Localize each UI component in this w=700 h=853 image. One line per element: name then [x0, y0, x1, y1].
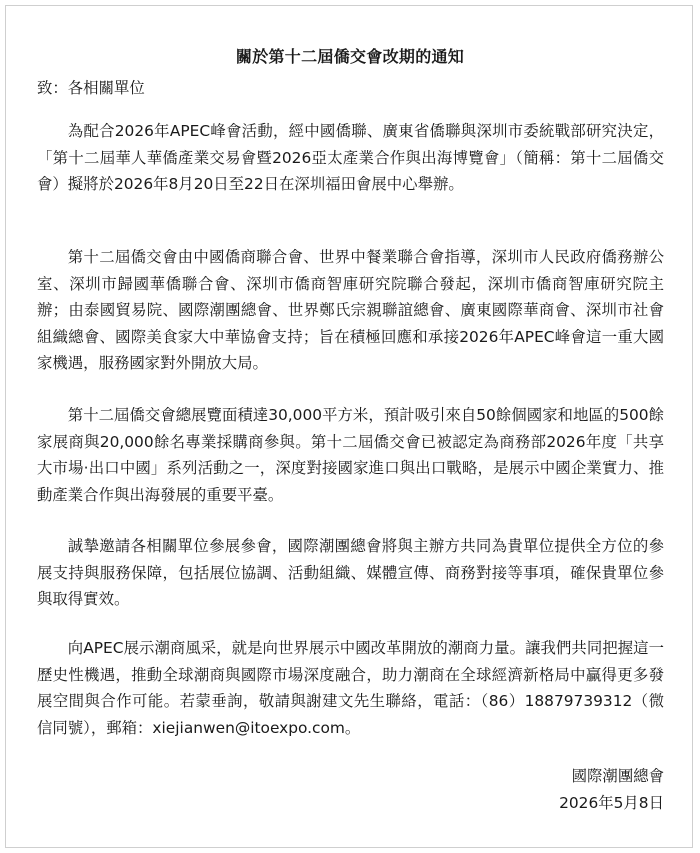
- salutation: 致：各相關單位: [37, 79, 145, 97]
- paragraph-organizers: 第十二屆僑交會由中國僑商聯合會、世界中餐業聯合會指導，深圳市人民政府僑務辦公室、深圳市歸國華僑聯合會、深圳市僑商智庫研究院聯合發起，深圳市僑商智庫研究院主辦；由泰國貿易院、國際潮團總會、世界鄭氏宗親聯誼總會、廣東國際華商會、深圳市社會組織總會、國際美食家大中華協會支持；旨在積極回應和承接2026年APEC峰會這一重大國家機遇，服務國家對外開放大局。: [37, 248, 664, 372]
- paragraph-reschedule: 為配合2026年APEC峰會活動，經中國僑聯、廣東省僑聯與深圳市委統戰部研究決定，「第十二屆華人華僑產業交易會暨2026亞太產業合作與出海博覽會」（簡稱：第十二屆僑交會）擬將於2026年8月20日至22日在深圳福田會展中心舉辦。: [37, 122, 664, 193]
- paragraph-scale: 第十二屆僑交會總展覽面積達30,000平方米，預計吸引來自50餘個國家和地區的500餘家展商與20,000餘名專業採購商參與。第十二屆僑交會已被認定為商務部2026年度「共享大市場·出口中國」系列活動之一，深度對接國家進口與出口戰略，是展示中國企業實力、推動產業合作與出海發展的重要平臺。: [37, 406, 664, 504]
- paragraph-invitation: 誠摯邀請各相關單位參展參會，國際潮團總會將與主辦方共同為貴單位提供全方位的參展支持與服務保障，包括展位協調、活動組織、媒體宣傳、商務對接等事項，確保貴單位參與取得實效。: [37, 537, 664, 608]
- signature-organization: 國際潮團總會: [571, 767, 664, 785]
- paragraph-contact: 向APEC展示潮商風采，就是向世界展示中國改革開放的潮商力量。讓我們共同把握這一歷史性機遇，推動全球潮商與國際市場深度融合，助力潮商在全球經濟新格局中贏得更多發展空間與合作可能。若蒙垂詢，敬請與謝建文先生聯絡，電話：（86）18879739312（微信同號），郵箱：xiejianwen@itoexpo.com。: [37, 639, 664, 737]
- signature-date: 2026年5月8日: [559, 794, 664, 812]
- notice-title: 關於第十二屆僑交會改期的通知: [235, 47, 465, 66]
